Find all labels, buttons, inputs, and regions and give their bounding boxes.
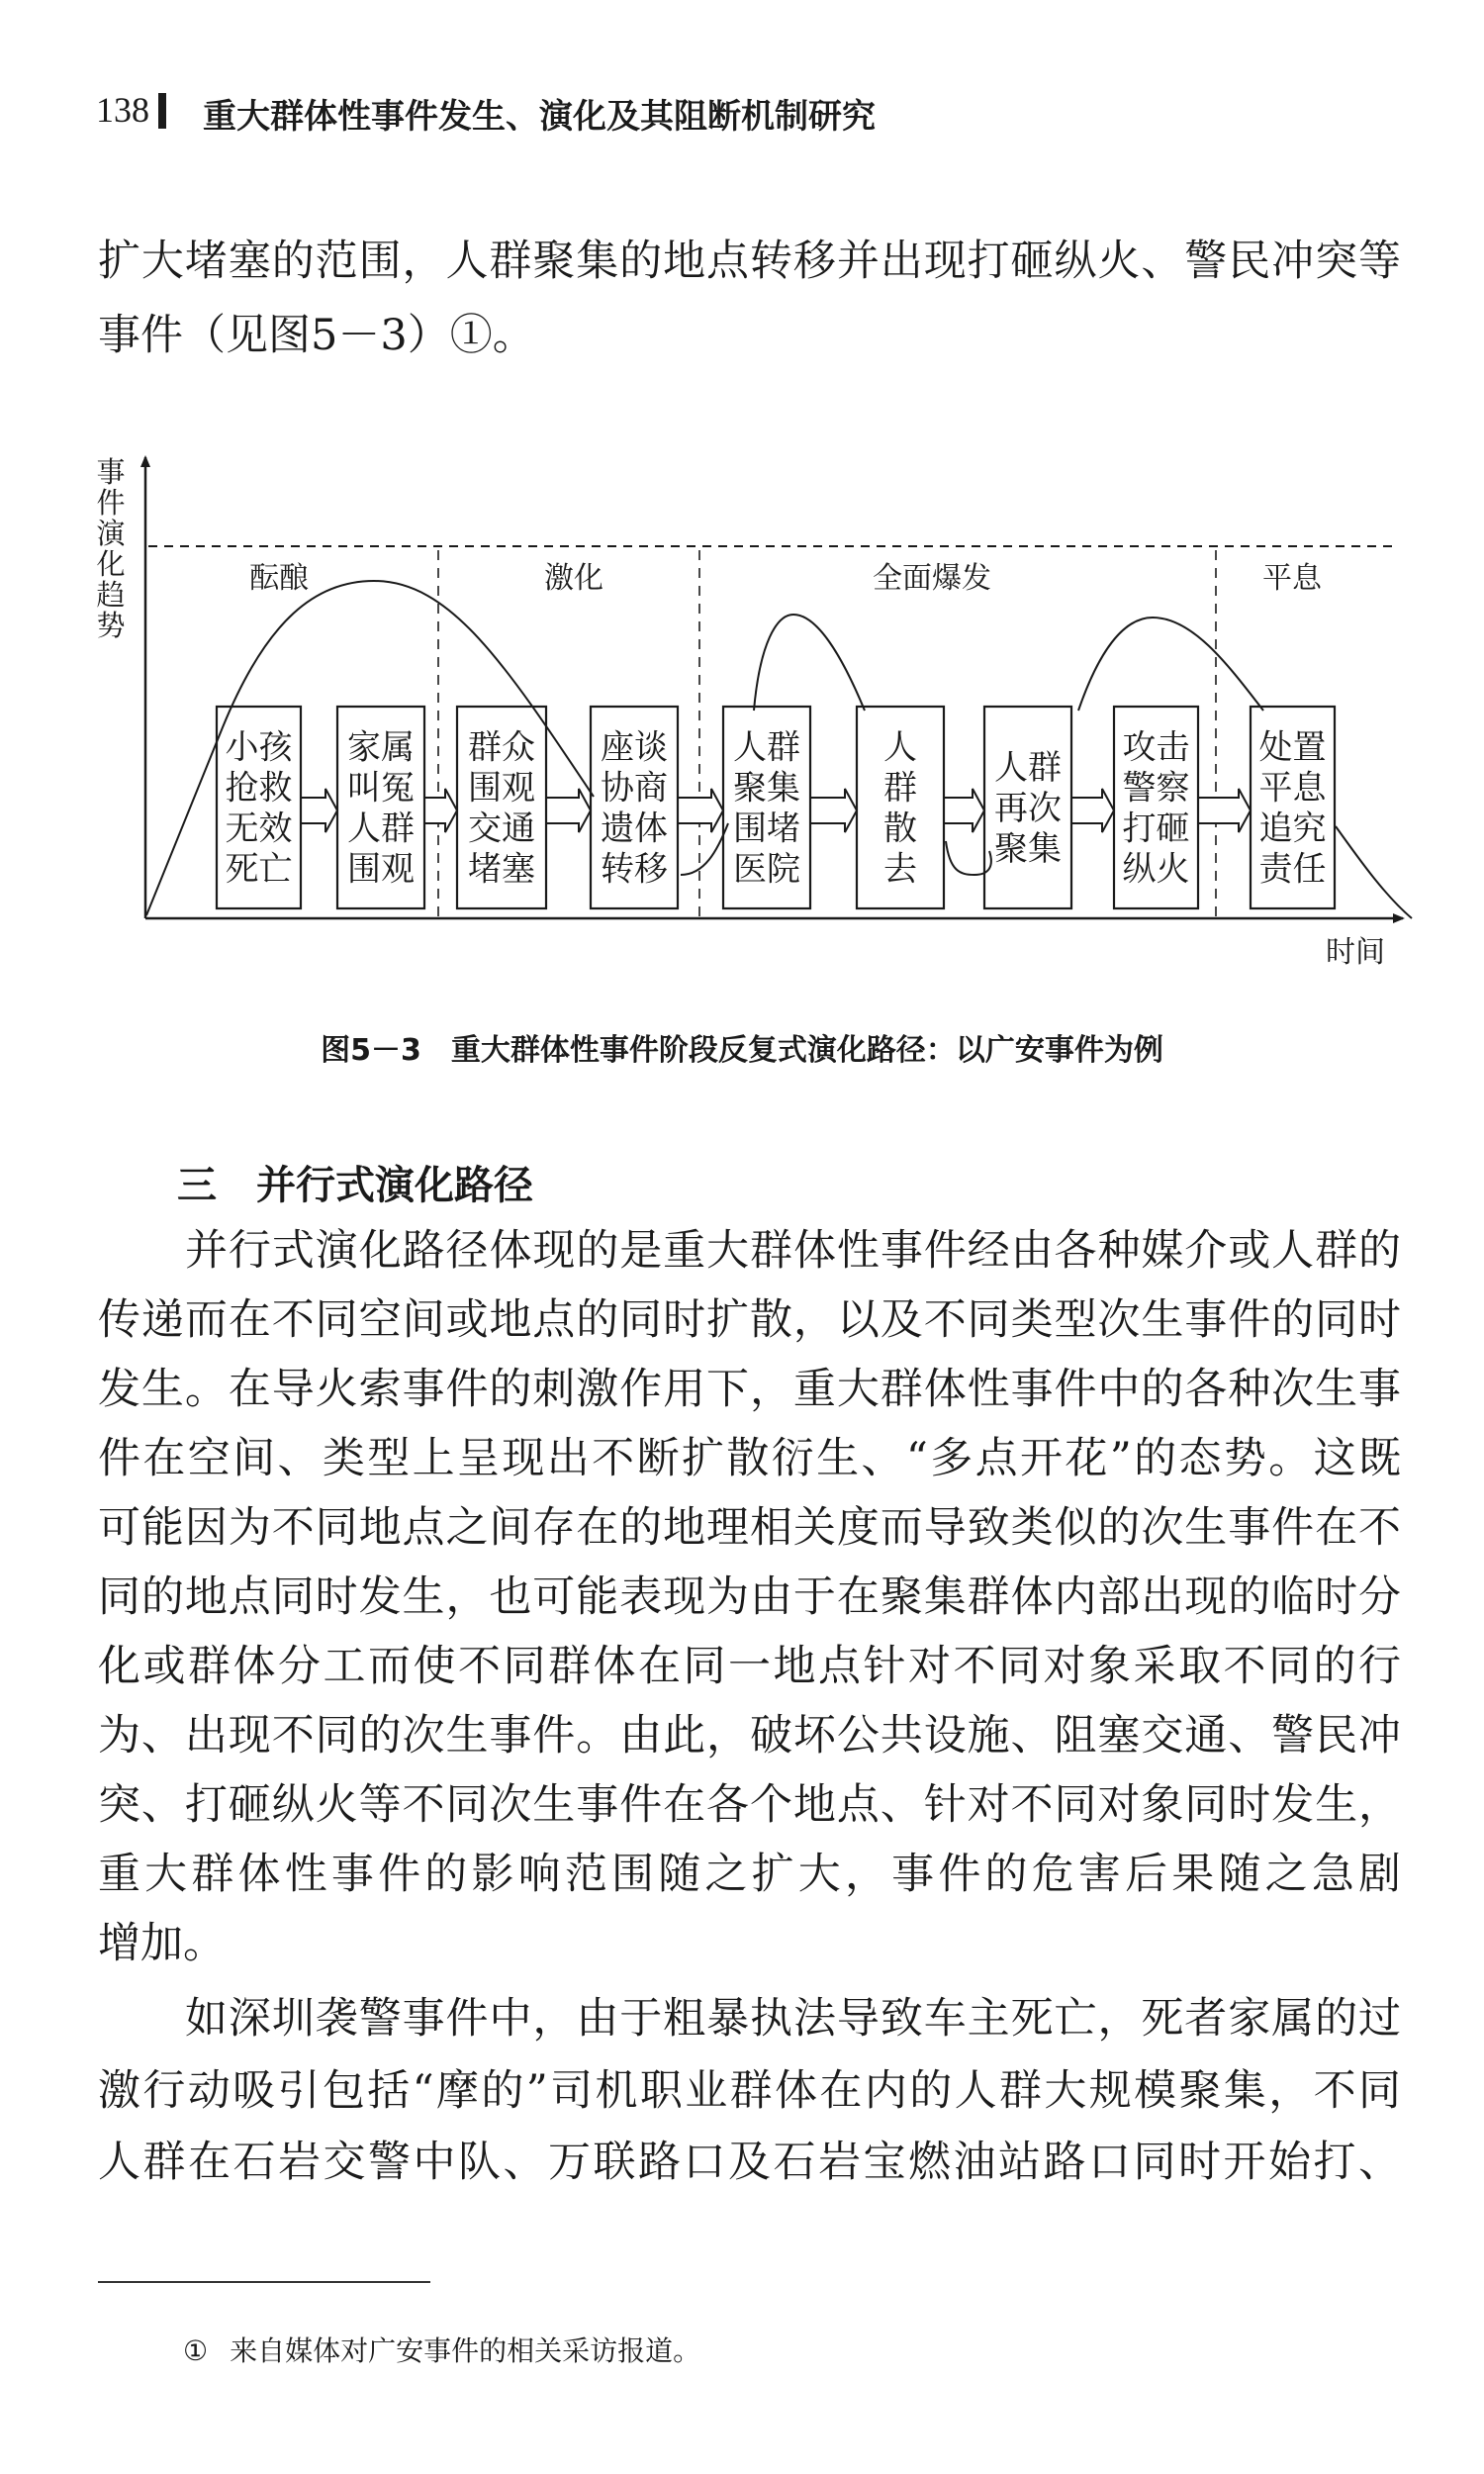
event-box-text: 无效	[225, 809, 293, 849]
body-line: 为、出现不同的次生事件。由此，破坏公共设施、阻塞交通、警民冲	[98, 1711, 1401, 1760]
event-box-text: 聚集	[994, 829, 1062, 869]
event-box-text: 平息	[1258, 768, 1327, 809]
event-box-text: 责任	[1258, 849, 1327, 890]
trend-curve	[681, 823, 728, 875]
event-box	[457, 707, 546, 908]
section-number: 三	[177, 1163, 217, 1208]
body-line: 并行式演化路径体现的是重大群体性事件经由各种媒介或人群的	[185, 1226, 1401, 1276]
trend-curve	[754, 615, 865, 711]
event-box-text: 去	[883, 849, 917, 890]
body-line: 件在空间、类型上呈现出不断扩散衍生、“多点开花”的态势。这既	[98, 1434, 1401, 1483]
body-line: 化或群体分工而使不同群体在同一地点针对不同对象采取不同的行	[98, 1642, 1401, 1691]
footnote	[183, 2330, 700, 2369]
body-line: 传递而在不同空间或地点的同时扩散，以及不同类型次生事件的同时	[98, 1295, 1401, 1345]
event-box-text: 家属	[347, 727, 415, 768]
footnote-mark: ①	[183, 2334, 209, 2367]
y-axis-label	[96, 455, 128, 642]
event-box-text: 堵塞	[468, 849, 535, 890]
body-line: 突、打砸纵火等不同次生事件在各个地点、针对不同对象同时发生，	[98, 1780, 1401, 1830]
page-number: 138	[96, 90, 149, 130]
event-box	[1114, 707, 1198, 908]
body-line: 可能因为不同地点之间存在的地理相关度而导致类似的次生事件在不	[98, 1503, 1401, 1553]
y-axis-label-char: 势	[96, 609, 126, 642]
phase-label-escalation: 激化	[544, 561, 603, 596]
event-box-text: 人群	[733, 727, 800, 768]
double-arrow-icon	[1198, 789, 1251, 832]
event-box-text: 纵火	[1122, 849, 1190, 890]
event-box-text: 遗体	[601, 809, 668, 849]
body-line: 同的地点同时发生，也可能表现为由于在聚集群体内部出现的临时分	[98, 1572, 1401, 1622]
event-box	[857, 707, 944, 908]
double-arrow-icon	[1071, 789, 1114, 832]
event-box-text: 警察	[1122, 768, 1190, 809]
body-line: 如深圳袭警事件中，由于粗暴执法导致车主死亡，死者家属的过	[185, 1994, 1401, 2044]
event-box-text: 座谈	[601, 727, 668, 768]
event-box-text: 围观	[468, 768, 535, 809]
y-axis-label-char: 化	[96, 547, 126, 581]
event-box-text: 处置	[1258, 727, 1327, 768]
event-boxes	[217, 707, 1335, 908]
event-box-text: 医院	[733, 849, 800, 890]
footnote-text: 来自媒体对广安事件的相关采访报道。	[230, 2334, 701, 2367]
event-box-text: 打砸	[1122, 809, 1190, 849]
double-arrow-icon	[944, 789, 984, 832]
body-line: 增加。	[98, 1919, 226, 1968]
y-axis-label-char: 事	[96, 455, 126, 489]
phase-label-brewing: 酝酿	[249, 561, 309, 596]
event-box-text: 死亡	[225, 849, 293, 890]
x-axis-label: 时间	[1326, 935, 1385, 970]
event-box-text: 抢救	[225, 768, 293, 809]
event-box-text: 围堵	[733, 809, 800, 849]
body-line: 重大群体性事件的影响范围随之扩大，事件的危害后果随之急剧	[98, 1850, 1401, 1899]
event-box-text: 追究	[1258, 809, 1327, 849]
event-box	[723, 707, 810, 908]
body-line: 发生。在导火索事件的刺激作用下，重大群体性事件中的各种次生事	[98, 1365, 1401, 1414]
section-heading	[177, 1154, 573, 1210]
event-box	[337, 707, 424, 908]
event-box	[217, 707, 301, 908]
body-line: 激行动吸引包括“摩的”司机职业群体在内的人群大规模聚集，不同	[98, 2065, 1401, 2116]
event-box-text: 围观	[347, 849, 415, 890]
double-arrow-icon	[301, 789, 337, 832]
event-box-text: 叫冤	[347, 768, 415, 809]
event-box-text: 群众	[468, 727, 535, 768]
phase-label-outbreak: 全面爆发	[873, 561, 991, 596]
y-axis-label-char: 趋	[96, 578, 126, 612]
event-box	[591, 707, 678, 908]
event-box-text: 交通	[468, 809, 535, 849]
figure-caption: 图5－3 重大群体性事件阶段反复式演化路径：以广安事件为例	[321, 1033, 1163, 1068]
trend-curve	[1336, 826, 1412, 918]
y-axis-label-char: 演	[96, 517, 126, 550]
event-box-text: 人群	[994, 748, 1062, 788]
event-box-text: 协商	[601, 768, 668, 809]
event-box-text: 散	[883, 809, 917, 849]
event-box	[1251, 707, 1335, 908]
body-line: 扩大堵塞的范围，人群聚集的地点转移并出现打砸纵火、警民冲突等	[98, 237, 1401, 286]
event-box-text: 人	[883, 727, 917, 768]
event-box-text: 小孩	[225, 727, 293, 768]
event-box-text: 攻击	[1122, 727, 1190, 768]
y-axis-label-char: 件	[96, 486, 126, 520]
event-box-text: 转移	[601, 849, 668, 890]
event-box-text: 聚集	[733, 768, 800, 809]
event-box	[984, 707, 1071, 908]
double-arrow-icon	[678, 789, 723, 832]
running-header-title: 重大群体性事件发生、演化及其阻断机制研究	[203, 97, 876, 137]
event-box-text: 群	[883, 768, 917, 809]
double-arrow-icon	[546, 789, 591, 832]
footnote-rule	[98, 2281, 430, 2283]
body-line: 人群在石岩交警中队、万联路口及石岩宝燃油站路口同时开始打、	[98, 2138, 1401, 2187]
event-box-text: 再次	[994, 789, 1062, 828]
double-arrow-icon	[424, 789, 457, 832]
evolution-path-diagram	[0, 0, 1484, 990]
event-box-text: 人群	[347, 809, 415, 849]
trend-curve	[1078, 618, 1263, 711]
body-line: 事件（见图5－3）①。	[98, 311, 535, 360]
double-arrow-icon	[810, 789, 857, 832]
phase-label-subsiding: 平息	[1262, 561, 1322, 596]
section-title: 并行式演化路径	[256, 1163, 533, 1208]
